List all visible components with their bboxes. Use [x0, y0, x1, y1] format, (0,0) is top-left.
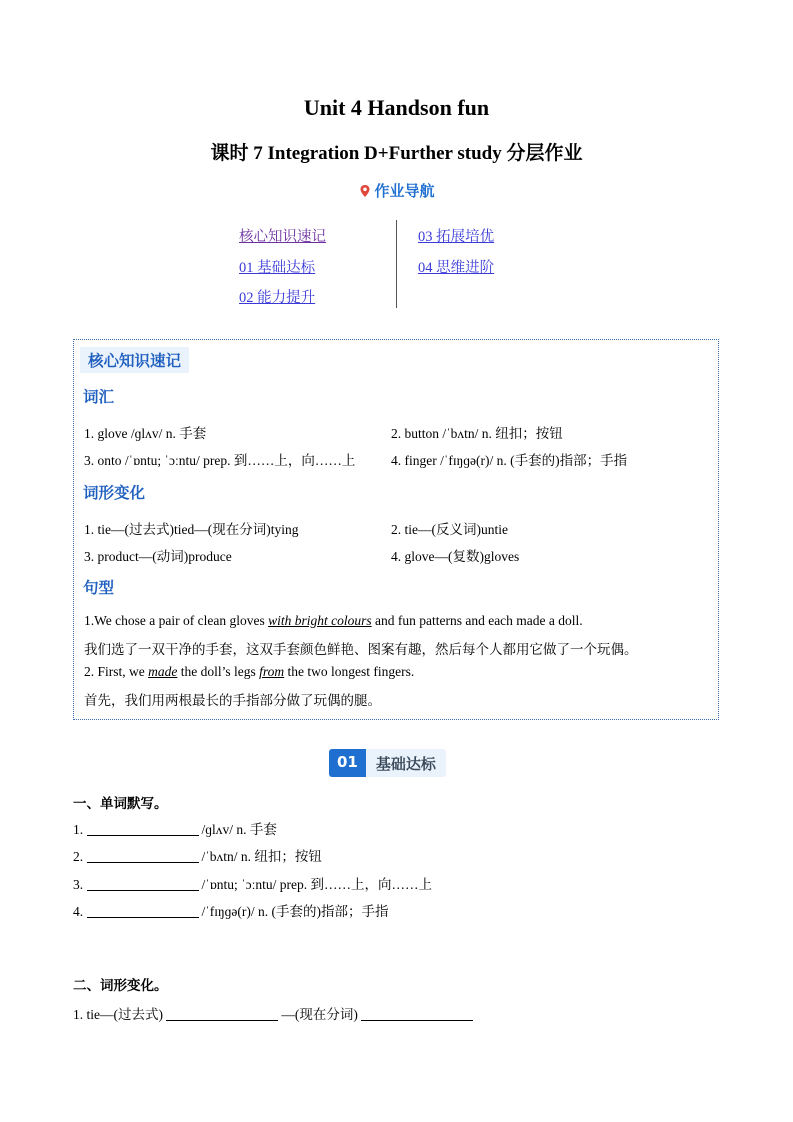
knowledge-tag: 核心知识速记 — [80, 347, 189, 373]
form-item: 2. tie—(反义词)untie — [391, 522, 508, 537]
form-item: 4. glove—(复数)gloves — [391, 549, 520, 564]
vocab-item: 2. button /ˈbʌtn/ n. 纽扣；按钮 — [391, 426, 563, 441]
part2-heading: 二、词形变化。 — [73, 978, 168, 994]
page-title: Unit 4 Handson fun — [303, 95, 490, 120]
forms-heading: 词形变化 — [83, 484, 146, 502]
section-01-badge — [329, 749, 446, 777]
vocab-item: 3. onto /ˈɒntu; ˈɔːntu/ prep. 到……上，向……上 — [84, 453, 356, 468]
answer-blank[interactable] — [361, 1007, 473, 1021]
section-label: 基础达标 — [366, 749, 446, 777]
part1-heading: 一、单词默写。 — [73, 796, 168, 812]
sentence-2-highlight-made: made — [148, 664, 178, 679]
form-item: 3. product—(动词)produce — [84, 549, 232, 564]
nav-heading-text: 作业导航 — [374, 182, 435, 200]
nav-link-02[interactable]: 02 能力提升 — [239, 290, 316, 306]
form-item: 1. tie—(过去式)tied—(现在分词)tying — [84, 522, 299, 537]
sentence-1-highlight: with bright colours — [268, 613, 372, 628]
vocab-item: 1. glove /ɡlʌv/ n. 手套 — [84, 426, 207, 441]
sentences-heading: 句型 — [83, 579, 115, 597]
sentence-2: 2. First, we made the doll’s legs from the two longest fingers. — [84, 664, 415, 679]
vocab-heading: 词汇 — [83, 388, 115, 406]
dictation-item: 1. /ɡlʌv/ n. 手套 — [73, 822, 277, 837]
answer-blank[interactable] — [87, 822, 199, 836]
dictation-item: 2. /ˈbʌtn/ n. 纽扣；按钮 — [73, 849, 322, 864]
location-pin-icon — [358, 184, 372, 198]
dictation-item: 3. /ˈɒntu; ˈɔːntu/ prep. 到……上，向……上 — [73, 877, 433, 892]
nav-link-01[interactable]: 01 基础达标 — [239, 260, 316, 276]
dictation-item: 4. /ˈfɪŋɡə(r)/ n. (手套的)指部；手指 — [73, 904, 389, 919]
sentence-1-translation: 我们选了一双干净的手套，这双手套颜色鲜艳、图案有趣，然后每个人都用它做了一个玩偶。 — [84, 642, 638, 657]
page-subtitle: 课时 7 Integration D+Further study 分层作业 — [210, 143, 583, 164]
sentence-2-translation: 首先，我们用两根最长的手指部分做了玩偶的腿。 — [84, 693, 381, 708]
answer-blank[interactable] — [87, 877, 199, 891]
answer-blank[interactable] — [166, 1007, 278, 1021]
nav-link-core-knowledge[interactable]: 核心知识速记 — [239, 229, 326, 245]
vocab-item: 4. finger /ˈfɪŋɡə(r)/ n. (手套的)指部；手指 — [391, 453, 628, 468]
section-number: 01 — [329, 749, 366, 777]
nav-link-03[interactable]: 03 拓展培优 — [418, 229, 495, 245]
sentence-1: 1.We chose a pair of clean gloves with bright colours and fun patterns and each made a doll. — [84, 613, 583, 628]
nav-link-04[interactable]: 04 思维进阶 — [418, 260, 495, 276]
answer-blank[interactable] — [87, 904, 199, 918]
nav-divider — [396, 220, 397, 308]
sentence-2-highlight-from: from — [259, 664, 285, 679]
answer-blank[interactable] — [87, 849, 199, 863]
word-form-item: 1. tie—(过去式) —(现在分词) — [73, 1003, 476, 1023]
nav-heading — [0, 180, 793, 201]
